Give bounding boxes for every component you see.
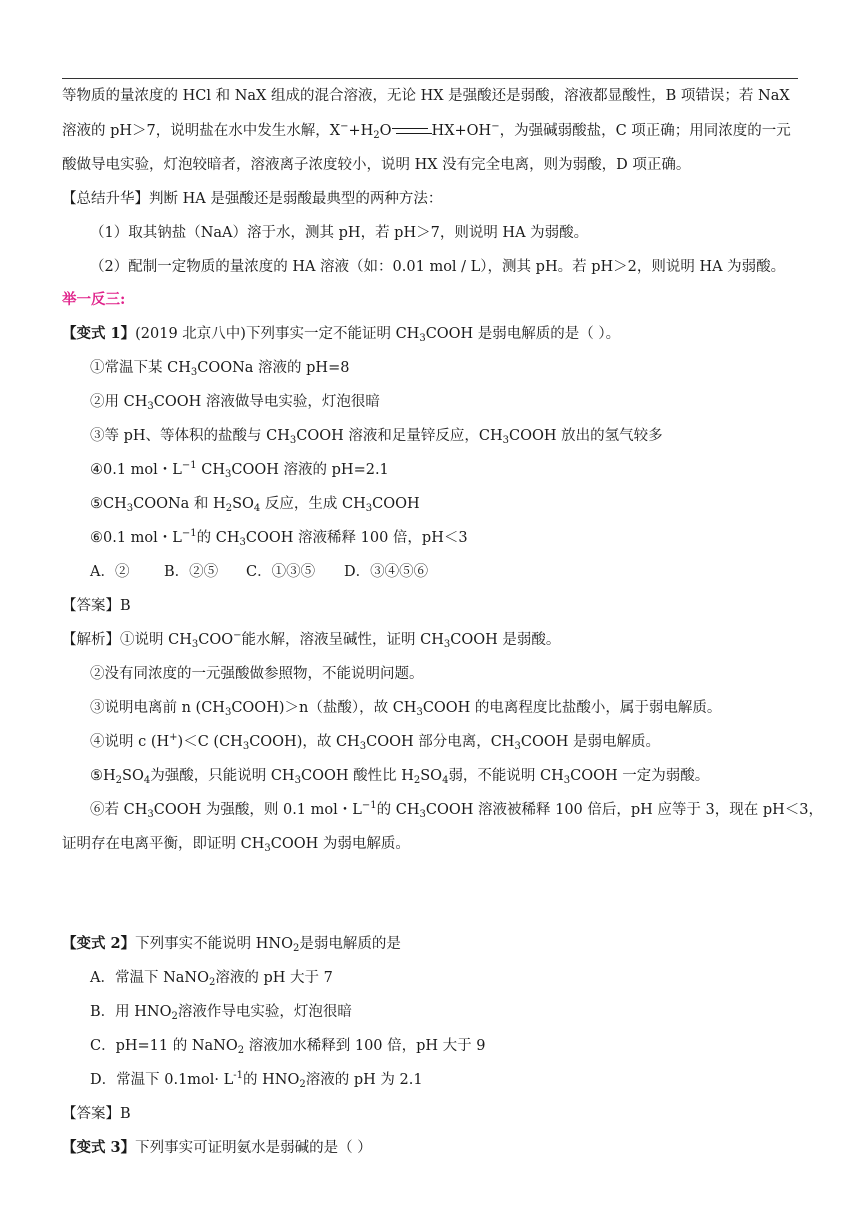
variant-3-stem: 【变式 3】下列事实可证明氨水是弱碱的是（ ） [62, 1139, 372, 1156]
variant-1-item-5: $⑤CH_3COONa$ 和 $H_2SO_4$ 反应，生成 $CH_3COOH$ [90, 496, 420, 514]
option-d: D．③④⑤⑥ [344, 564, 429, 580]
header-rule [62, 78, 798, 79]
option-a: A．② [90, 564, 130, 580]
variant-2-option-c: C．pH=11 的 NaNO$_2$ 溶液加水稀释到 100 倍，pH 大于 9 [90, 1038, 486, 1056]
variant-1-item-6: ⑥0.1 mol・$L^{-1}$的 $CH_3COOH$ 溶液稀释 100 倍，pH＜3 [90, 528, 468, 548]
equilibrium-arrow-icon [392, 124, 432, 138]
variant-2-option-b: B．用 $HNO_2$溶液作导电实验，灯泡很暗 [90, 1004, 352, 1022]
variant-1-item-3: ③等 pH、等体积的盐酸与 $CH_3COOH$ 溶液和足量锌反应，$CH_3COOH$ 放出的氢气较多 [90, 428, 663, 446]
section-title: 举一反三: [62, 291, 126, 308]
text-line: 溶液的 pH＞7，说明盐在水中发生水解，$X^-+H_2O$ HX+OH−，为强碱弱酸盐，C 项正确；用同浓度的一元 [62, 121, 791, 141]
variant-1-item-4: ④0.1 mol・$L^{-1}$ $CH_3COOH$ 溶液的 pH=2.1 [90, 460, 389, 480]
variant-1-item-1: ①常温下某 $CH_3COONa$ 溶液的 pH=8 [90, 360, 350, 378]
explanation-3: ③说明电离前 n $(CH_3COOH)>n$（盐酸），故 $CH_3COOH$ 的电离程度比盐酸小，属于弱电解质。 [90, 700, 722, 718]
variant-1-stem: 【变式 1】(2019 北京八中)下列事实一定不能证明 $CH_3COOH$ 是弱电解质的是（ ）。 [62, 325, 621, 344]
variant-1-options [90, 562, 830, 582]
variant-1-answer: 【答案】B [62, 598, 131, 614]
summary-heading: 【总结升华】判断 HA 是强酸还是弱酸最典型的两种方法： [62, 191, 443, 207]
explanation-5: $⑤H_2SO_4$为强酸，只能说明 $CH_3COOH$ 酸性比 $H_2SO_4$弱，不能说明 $CH_3COOH$ 一定为弱酸。 [90, 768, 710, 786]
variant-2-option-d: D．常温下 $0.1mol\cdot L^{-1}$的 $HNO_2$溶液的 pH 为 2.1 [90, 1070, 423, 1090]
explanation-6: ⑥若 $CH_3COOH$ 为强酸，则 0.1 mol・$L^{-1}$的 $CH_3COOH$ 溶液被稀释 100 倍后，pH 应等于 3，现在 pH＜3， [90, 800, 824, 820]
variant-1-item-2: ②用 $CH_3COOH$ 溶液做导电实验，灯泡很暗 [90, 394, 380, 412]
explanation-1: 【解析】①说明 $CH_3COO^-$能水解，溶液呈碱性，证明 $CH_3COOH$ 是弱酸。 [62, 630, 561, 650]
text-line: 酸做导电实验，灯泡较暗者，溶液离子浓度较小，说明 HX 没有完全电离，则为弱酸，D 项正确。 [62, 157, 691, 173]
variant-2-answer: 【答案】B [62, 1106, 131, 1122]
explanation-2: ②没有同浓度的一元强酸做参照物，不能说明问题。 [90, 666, 424, 682]
variant-2-stem: 【变式 2】下列事实不能说明 $HNO_2$是弱电解质的是 [62, 935, 401, 954]
option-b: B．②⑤ [164, 564, 219, 580]
explanation-7: 证明存在电离平衡，即证明 $CH_3COOH$ 为弱电解质。 [62, 836, 410, 854]
text-line: 等物质的量浓度的 HCl 和 NaX 组成的混合溶液，无论 HX 是强酸还是弱酸，溶液都显酸性，B 项错误；若 NaX [62, 88, 790, 104]
explanation-4: ④说明 c (H+)＜C $(CH_3COOH)$，故 $CH_3COOH$ 部分电离，$CH_3COOH$ 是弱电解质。 [90, 732, 660, 752]
variant-2-option-a: A．常温下 NaNO$_2$溶液的 pH 大于 7 [90, 970, 333, 988]
summary-method-2: （2）配制一定物质的量浓度的 HA 溶液（如：0.01 mol / L），测其 pH。若 pH＞2，则说明 HA 为弱酸。 [90, 259, 786, 275]
summary-method-1: （1）取其钠盐（NaA）溶于水，测其 pH，若 pH＞7，则说明 HA 为弱酸。 [90, 225, 589, 241]
option-c: C．①③⑤ [246, 564, 316, 580]
